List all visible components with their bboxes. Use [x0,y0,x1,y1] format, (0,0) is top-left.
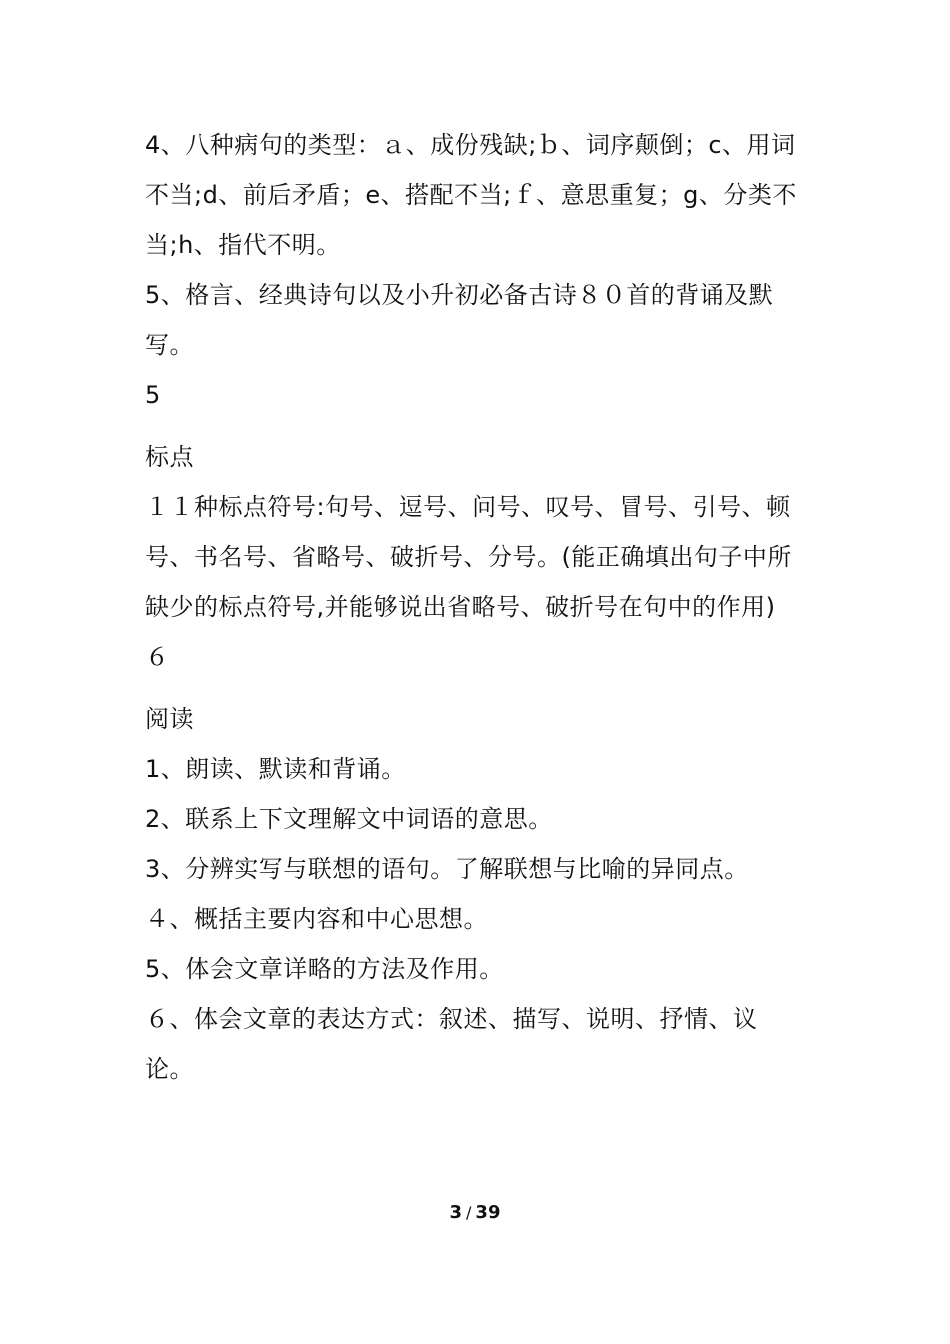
list-item-reading-4: ４、概括主要内容和中心思想。 [145,905,488,933]
section-heading-reading: 阅读 [145,705,194,733]
section-heading-punctuation: 标点 [145,443,194,471]
list-item-reading-5: 5、体会文章详略的方法及作用。 [145,955,504,983]
paragraph-sentence-error-types: 4、八种病句的类型：ａ、成份残缺;ｂ、词序颠倒；c、用词不当;d、前后矛盾；e、搭配不当;ｆ、意思重复；g、分类不当;h、指代不明。 [145,131,797,259]
section-number-6: ６ [145,643,170,671]
paragraph-poetry-recitation: 5、格言、经典诗句以及小升初必备古诗８０首的背诵及默写。 [145,281,774,359]
list-item-reading-6: ６、体会文章的表达方式：叙述、描写、说明、抒情、议论。 [145,1005,758,1083]
list-item-reading-2: 2、联系上下文理解文中词语的意思。 [145,805,553,833]
document-body [145,120,805,1094]
page-separator: / [466,1203,472,1222]
page-number [0,1202,950,1223]
current-page-number: 3 [449,1202,463,1223]
list-item-reading-1: 1、朗读、默读和背诵。 [145,755,406,783]
total-page-count: 39 [475,1202,501,1223]
section-number-5: 5 [145,381,161,409]
paragraph-punctuation-marks: １１种标点符号:句号、逗号、问号、叹号、冒号、引号、顿号、书名号、省略号、破折号、分号。(能正确填出句子中所缺少的标点符号,并能够说出省略号、破折号在句中的作用) [145,493,792,621]
list-item-reading-3: 3、分辨实写与联想的语句。了解联想与比喻的异同点。 [145,855,749,883]
